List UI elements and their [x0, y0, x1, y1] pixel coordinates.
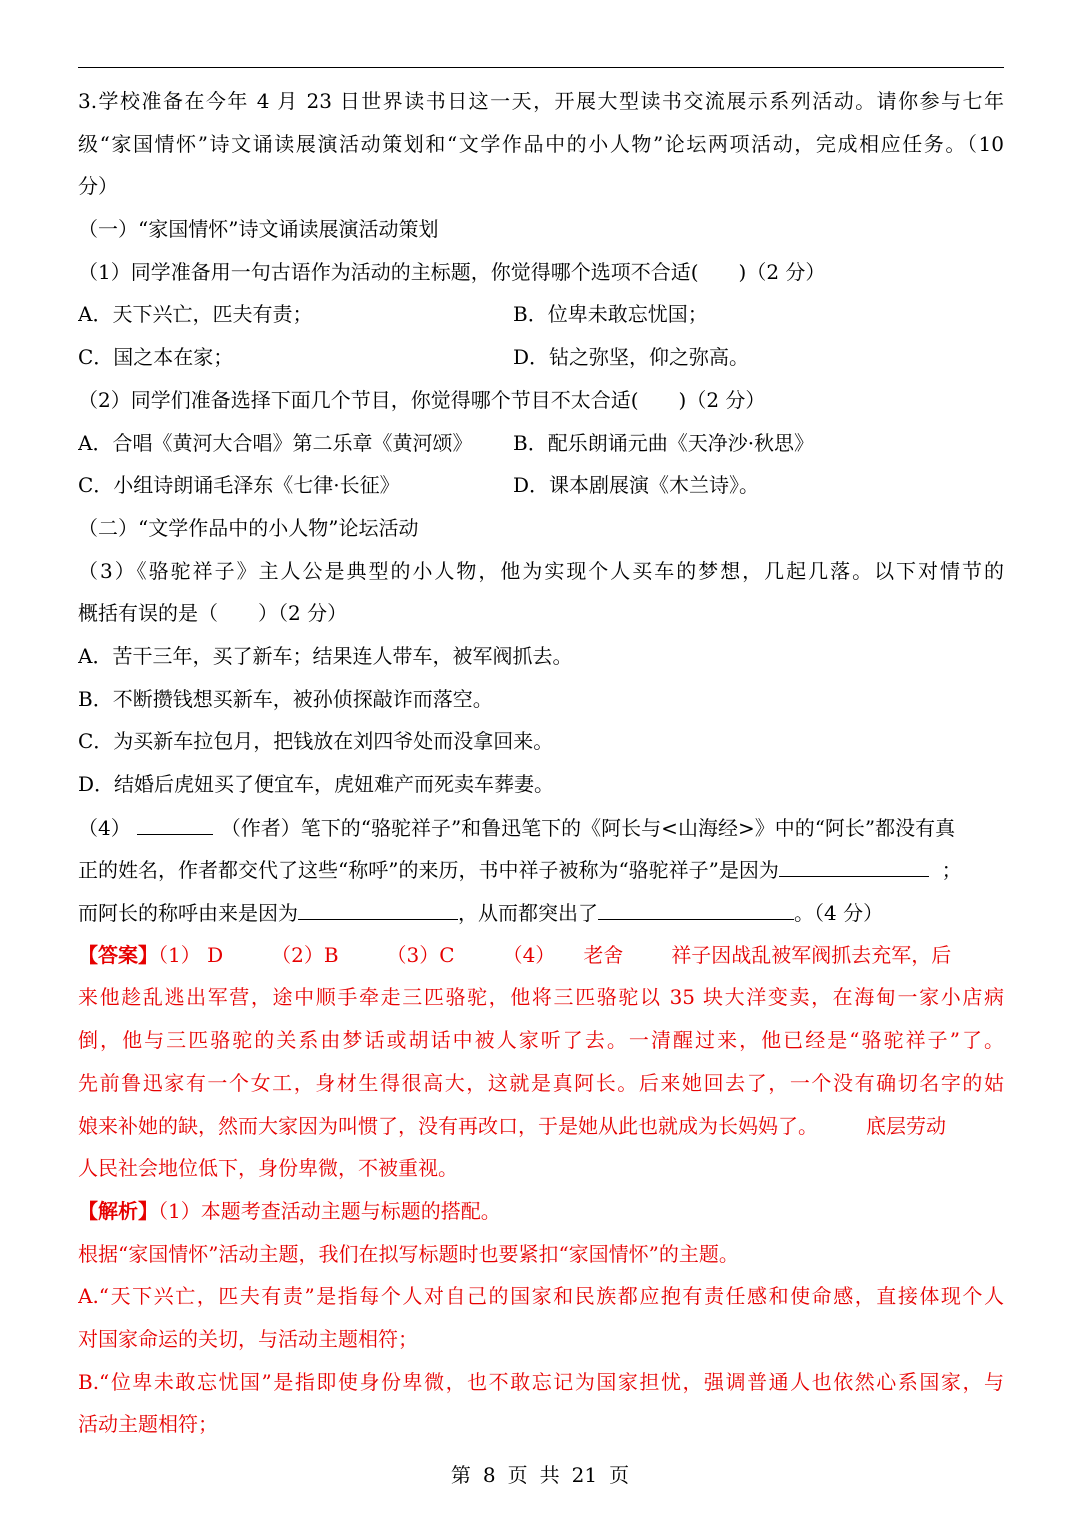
q3-intro-line2: 级“家国情怀”诗文诵读展演活动策划和“文学作品中的小人物”论坛两项活动，完成相应任务。（10: [78, 131, 1004, 156]
option-b: B．位卑未敢忘忧国；: [513, 302, 708, 327]
option-b: B．配乐朗诵元曲《天净沙·秋思》: [513, 430, 815, 455]
part1-title: （一）“家国情怀”诗文诵读展演活动策划: [78, 217, 439, 242]
sub4-line2-text: 正的姓名，作者都交代了这些“称呼”的来历，书中祥子被称为“骆驼祥子”是因为: [78, 858, 779, 883]
footer-page-number: 8: [482, 1463, 496, 1487]
analysis-line4: 对国家命运的关切，与活动主题相符；: [78, 1326, 418, 1351]
part2-title: （二）“文学作品中的小人物”论坛活动: [78, 515, 419, 540]
answer-2: （2）B: [271, 942, 339, 967]
sub3-option-b: B．不断攒钱想买新车，被孙侦探敲诈而落空。: [78, 686, 493, 711]
answer-line5: [78, 1105, 1004, 1148]
footer-gong: 共: [539, 1463, 560, 1487]
sub3-question-line2: 概括有误的是（ ）（2 分）: [78, 601, 348, 626]
sub4-line2: [78, 848, 1004, 891]
answer-tag: 【答案】: [78, 942, 158, 967]
sub4-line1-text: （作者）笔下的“骆驼祥子”和鲁迅笔下的《阿长与<山海经>》中的“阿长”都没有真: [220, 815, 956, 840]
answer-4-reason-start: 祥子因战乱被军阀抓去充军，后: [671, 942, 952, 967]
sub4-label: （4）: [78, 815, 131, 840]
analysis-line3: A.“天下兴亡，匹夫有责”是指每个人对自己的国家和民族都应抱有责任感和使命感，直接体现个人: [78, 1284, 1004, 1309]
analysis-line6: 活动主题相符；: [78, 1412, 218, 1437]
footer-total-pages: 21: [571, 1463, 598, 1487]
option-d: D．钻之弥坚，仰之弥高。: [513, 345, 750, 370]
analysis-line1-text: （1）本题考查活动主题与标题的搭配。: [158, 1198, 501, 1223]
xiangzi-reason-blank[interactable]: [779, 848, 929, 877]
sub2-question: （2）同学们准备选择下面几个节目，你觉得哪个节目不太合适( )（2 分）: [78, 387, 766, 412]
sub1-question: （1）同学准备用一句古语作为活动的主标题，你觉得哪个选项不合适( )（2 分）: [78, 259, 826, 284]
option-a: A．合唱《黄河大合唱》第二乐章《黄河颂》: [78, 430, 473, 455]
sub2-options-row2: [78, 464, 1004, 507]
sub2-options-row1: [78, 422, 1004, 465]
option-c: C．小组诗朗诵毛泽东《七律·长征》: [78, 473, 400, 498]
sub3-option-c: C．为买新车拉包月，把钱放在刘四爷处而没拿回来。: [78, 729, 554, 754]
answer-3: （3）C: [386, 942, 455, 967]
answer-line5-tail: 底层劳动: [866, 1113, 946, 1138]
answer-line4: 先前鲁迅家有一个女工，身材生得很高大，这就是真阿长。后来她回去了，一个没有确切名字的姑: [78, 1070, 1004, 1095]
q3-intro-line3: 分）: [78, 174, 118, 199]
analysis-tag: 【解析】: [78, 1198, 158, 1223]
answer-4-author: 老舍: [583, 942, 624, 967]
option-c: C．国之本在家；: [78, 345, 234, 370]
document-body: [78, 80, 1004, 1446]
sub3-option-a: A．苦干三年，买了新车；结果连人带车，被军阀抓去。: [78, 643, 573, 668]
answer-line1: [78, 934, 1004, 977]
sub4-line2-end: ；: [941, 858, 962, 883]
sub4-line1: [78, 806, 1004, 849]
achang-reason-blank[interactable]: [298, 891, 458, 920]
option-d: D．课本剧展演《木兰诗》。: [513, 473, 760, 498]
sub1-options-row1: [78, 293, 1004, 336]
analysis-line2: 根据“家国情怀”活动主题，我们在拟写标题时也要紧扣“家国情怀”的主题。: [78, 1241, 739, 1266]
sub4-line3-text: 而阿长的称呼由来是因为: [78, 901, 298, 926]
sub1-options-row2: [78, 336, 1004, 379]
footer-di: 第: [450, 1463, 471, 1487]
author-blank[interactable]: [137, 806, 213, 835]
answer-line3: 倒，他与三匹骆驼的关系由梦话或胡话中被人家听了去。一清醒过来，他已经是“骆驼祥子”了。: [78, 1028, 1004, 1053]
analysis-line5: B.“位卑未敢忘忧国”是指即使身份卑微，也不敢忘记为国家担忧，强调普通人也依然心系国家，与: [78, 1369, 1004, 1394]
answer-line6: 人民社会地位低下，身份卑微，不被重视。: [78, 1156, 458, 1181]
option-a: A．天下兴亡，匹夫有责；: [78, 302, 313, 327]
theme-blank[interactable]: [598, 891, 794, 920]
sub4-line3-mid: ，从而都突出了: [458, 901, 598, 926]
sub3-question-line1: （3）《骆驼祥子》主人公是典型的小人物，他为实现个人买车的梦想，几起几落。以下对情节的: [78, 558, 1004, 583]
footer-ye2: 页: [609, 1463, 630, 1487]
q3-intro-line1: 3.学校准备在今年 4 月 23 日世界读书日这一天，开展大型读书交流展示系列活动。请你参与七年: [78, 89, 1004, 113]
sub4-line3: [78, 891, 1004, 934]
answer-line5-text: 娘来补她的缺，然而大家因为叫惯了，没有再改口，于是她从此也就成为长妈妈了。: [78, 1113, 818, 1138]
page-footer: [0, 1460, 1080, 1490]
footer-ye: 页: [507, 1463, 528, 1487]
answer-1: （1） D: [158, 942, 224, 967]
header-rule: [78, 67, 1004, 68]
answer-4-label: （4）: [502, 942, 556, 967]
answer-line2: 来他趁乱逃出军营，途中顺手牵走三匹骆驼，他将三匹骆驼以 35 块大洋变卖，在海甸一家小店病: [78, 985, 1004, 1010]
analysis-line1: [78, 1190, 1004, 1233]
sub3-option-d: D．结婚后虎妞买了便宜车，虎妞难产而死卖车葬妻。: [78, 772, 555, 796]
sub4-line3-end: 。（4 分）: [794, 901, 884, 926]
